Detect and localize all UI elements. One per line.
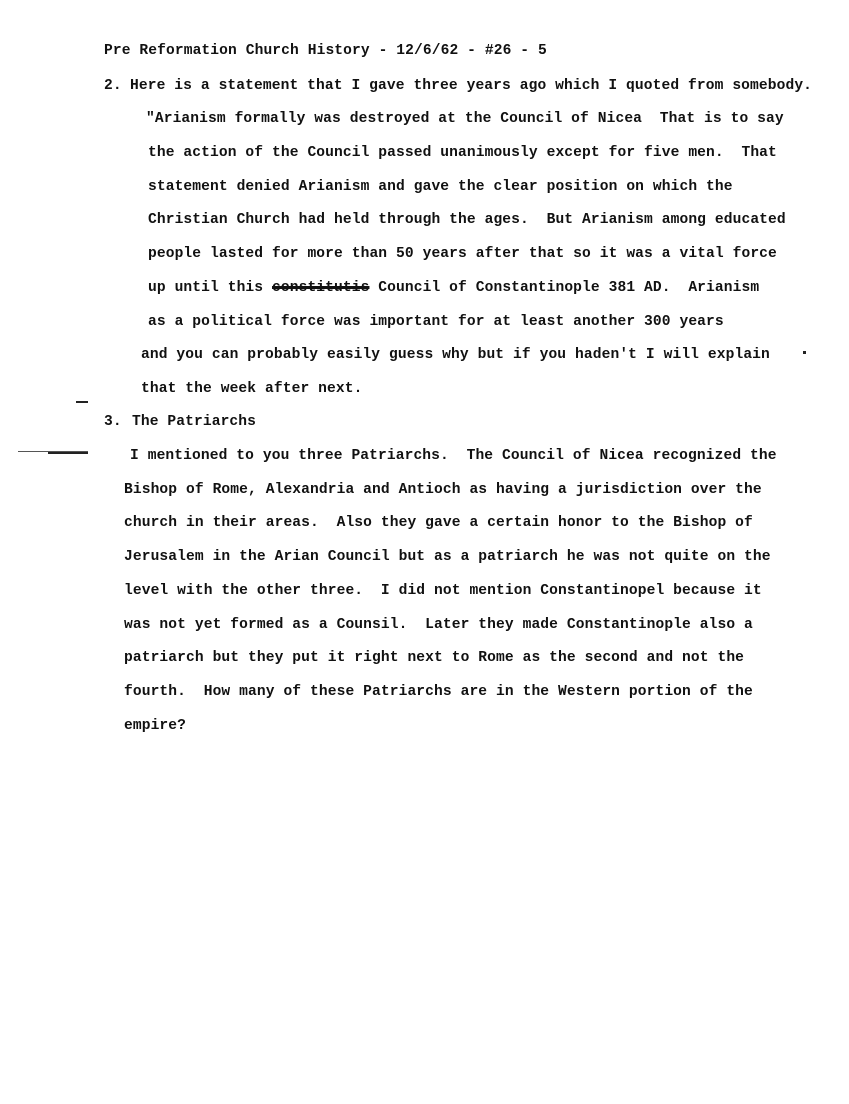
quote-line-with-strikeout	[148, 281, 759, 296]
margin-mark	[48, 452, 88, 454]
page-header: Pre Reformation Church History - 12/6/62 - #26 - 5	[104, 43, 547, 59]
quote-line: that the week after next.	[141, 381, 363, 397]
item-3-number: 3.	[104, 414, 122, 430]
paragraph-line: I mentioned to you three Patriarchs. The Council of Nicea recognized the	[130, 448, 777, 464]
quote-line: Christian Church had held through the ages. But Arianism among educated	[148, 212, 786, 228]
quote-line: people lasted for more than 50 years after that so it was a vital force	[148, 246, 777, 262]
quote-text: Council of Constantinople 381 AD. Arianism	[369, 280, 760, 296]
paragraph-line: church in their areas. Also they gave a certain honor to the Bishop of	[124, 515, 753, 531]
quote-line: as a political force was important for at least another 300 years	[148, 314, 724, 330]
margin-mark	[76, 401, 88, 403]
paragraph-line: patriarch but they put it right next to Rome as the second and not the	[124, 650, 745, 666]
quote-text: up until this	[148, 280, 273, 296]
quote-line: statement denied Arianism and gave the clear position on which the	[148, 179, 733, 195]
quote-line: the action of the Council passed unanimously except for five men. That	[148, 145, 777, 161]
paragraph-line: empire?	[124, 718, 187, 734]
paragraph-line: level with the other three. I did not mention Constantinopel because it	[124, 583, 762, 599]
struck-word: constitutis	[272, 280, 370, 296]
item-2-number: 2.	[104, 78, 122, 94]
quote-line: and you can probably easily guess why but if you haden't I will explain	[141, 347, 770, 363]
item-2-intro: Here is a statement that I gave three years ago which I quoted from somebody.	[130, 78, 813, 94]
margin-mark	[803, 351, 806, 354]
paragraph-line: was not yet formed as a Counsil. Later they made Constantinople also a	[124, 617, 753, 633]
quote-line: "Arianism formally was destroyed at the Council of Nicea That is to say	[146, 111, 784, 127]
item-3-heading: The Patriarchs	[132, 414, 257, 430]
paragraph-line: Bishop of Rome, Alexandria and Antioch as having a jurisdiction over the	[124, 482, 762, 498]
paragraph-line: fourth. How many of these Patriarchs are in the Western portion of the	[124, 684, 753, 700]
paragraph-line: Jerusalem in the Arian Council but as a patriarch he was not quite on the	[124, 549, 771, 565]
